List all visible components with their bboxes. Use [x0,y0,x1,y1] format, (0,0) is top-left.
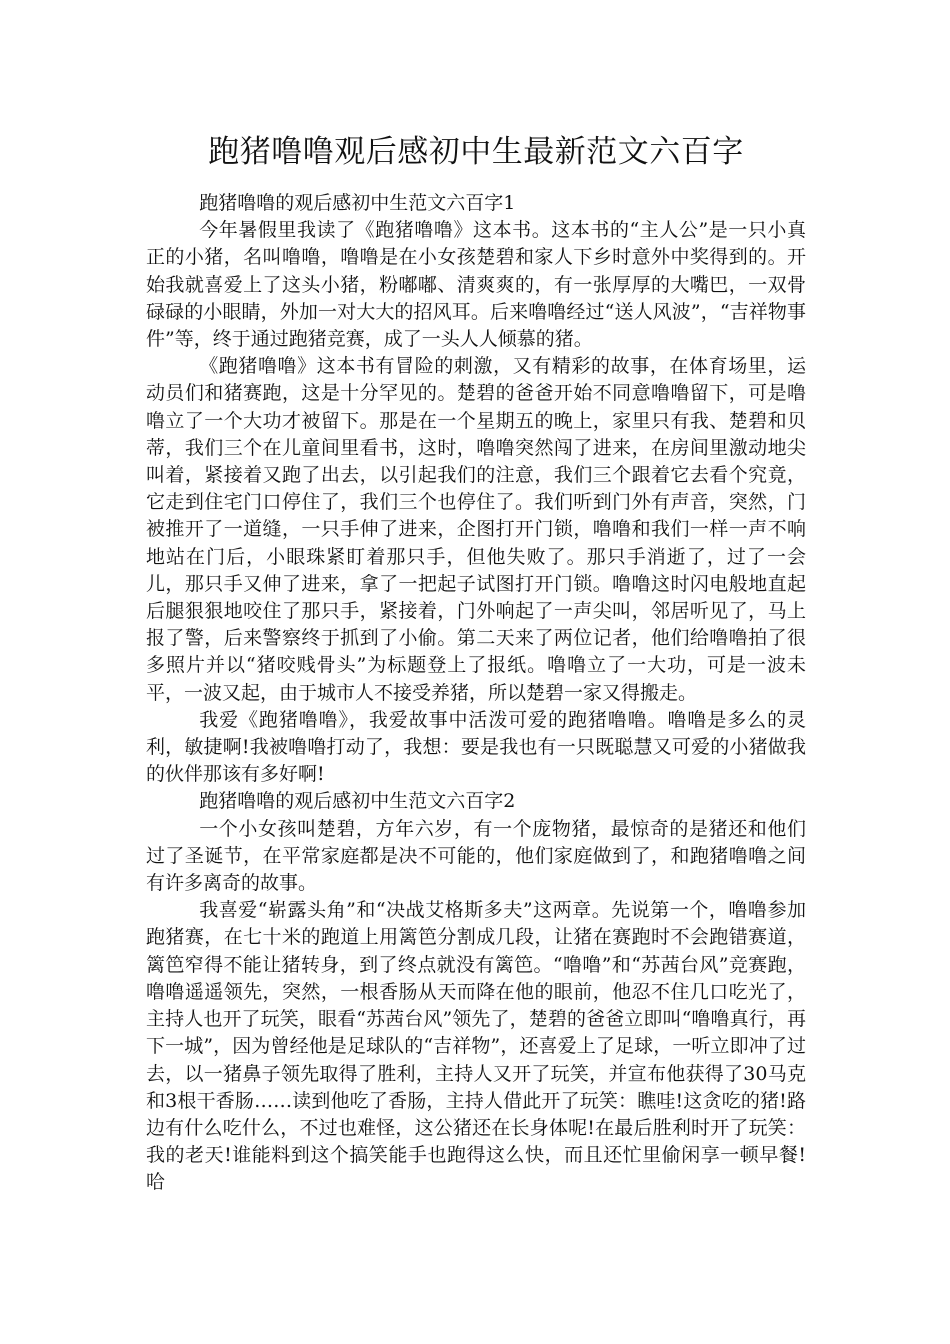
paragraph: 一个小女孩叫楚碧，方年六岁，有一个庞物猪，最惊奇的是猪还和他们过了圣诞节，在平常家庭都是决不可能的，他们家庭做到了，和跑猪噜噜之间有许多离奇的故事。 [146,817,806,895]
document-body [146,190,806,1197]
paragraph: 《跑猪噜噜》这本书有冒险的刺激，又有精彩的故事，在体育场里，运动员们和猪赛跑，这是十分罕见的。楚碧的爸爸开始不同意噜噜留下，可是噜噜立了一个大功才被留下。那是在一个星期五的晚上，家里只有我、楚碧和贝蒂，我们三个在儿童间里看书，这时，噜噜突然闯了进来，在房间里激动地尖叫着，紧接着又跑了出去，以引起我们的注意，我们三个跟着它去看个究竟，它走到住宅门口停住了，我们三个也停住了。我们听到门外有声音，突然，门被推开了一道缝，一只手伸了进来，企图打开门锁，噜噜和我们一样一声不响地站在门后，小眼珠紧盯着那只手，但他失败了。那只手消逝了，过了一会儿，那只手又伸了进来，拿了一把起子试图打开门锁。噜噜这时闪电般地直起后腿狠狠地咬住了那只手，紧接着，门外响起了一声尖叫，邻居听见了，马上报了警，后来警察终于抓到了小偷。第二天来了两位记者，他们给噜噜拍了很多照片并以“猪咬贱骨头”为标题登上了报纸。噜噜立了一大功，可是一波未平，一波又起，由于城市人不接受养猪，所以楚碧一家又得搬走。 [146,355,806,704]
paragraph: 我喜爱“崭露头角”和“决战艾格斯多夫”这两章。先说第一个，噜噜参加跑猪赛，在七十米的跑道上用篱笆分割成几段，让猪在赛跑时不会跑错赛道，篱笆窄得不能让猪转身，到了终点就没有篱笆。“噜噜”和“苏茜台风”竞赛跑，噜噜遥遥领先，突然，一根香肠从天而降在他的眼前，他忍不住几口吃光了，主持人也开了玩笑，眼看“苏茜台风”领先了，楚碧的爸爸立即叫“噜噜真行，再下一城”，因为曾经他是足球队的“吉祥物”，还喜爱上了足球，一听立即冲了过去，以一猪鼻子领先取得了胜利，主持人又开了玩笑，并宣布他获得了30马克和3根干香肠……读到他吃了香肠，主持人借此开了玩笑：瞧哇!这贪吃的猪!路边有什么吃什么，不过也难怪，这公猪还在长身体呢!在最后胜利时开了玩笑：我的老天!谁能料到这个搞笑能手也跑得这么快，而且还忙里偷闲享一顿早餐!哈 [146,899,806,1194]
section-heading: 跑猪噜噜的观后感初中生范文六百字1 [199,192,516,214]
document-title: 跑猪噜噜观后感初中生最新范文六百字 [208,134,744,170]
paragraph: 今年暑假里我读了《跑猪噜噜》这本书。这本书的“主人公”是一只小真正的小猪，名叫噜噜，噜噜是在小女孩楚碧和家人下乡时意外中奖得到的。开始我就喜爱上了这头小猪，粉嘟嘟、清爽爽的，有一张厚厚的大嘴巴，一双骨碌碌的小眼睛，外加一对大大的招风耳。后来噜噜经过“送人风波”，“吉祥物事件”等，终于通过跑猪竞赛，成了一头人人倾慕的猪。 [146,219,806,351]
paragraph: 我爱《跑猪噜噜》，我爱故事中活泼可爱的跑猪噜噜。噜噜是多么的灵利，敏捷啊!我被噜噜打动了，我想：要是我也有一只既聪慧又可爱的小猪做我的伙伴那该有多好啊! [146,708,806,786]
document-page [146,0,806,1344]
section-heading: 跑猪噜噜的观后感初中生范文六百字2 [199,790,516,813]
